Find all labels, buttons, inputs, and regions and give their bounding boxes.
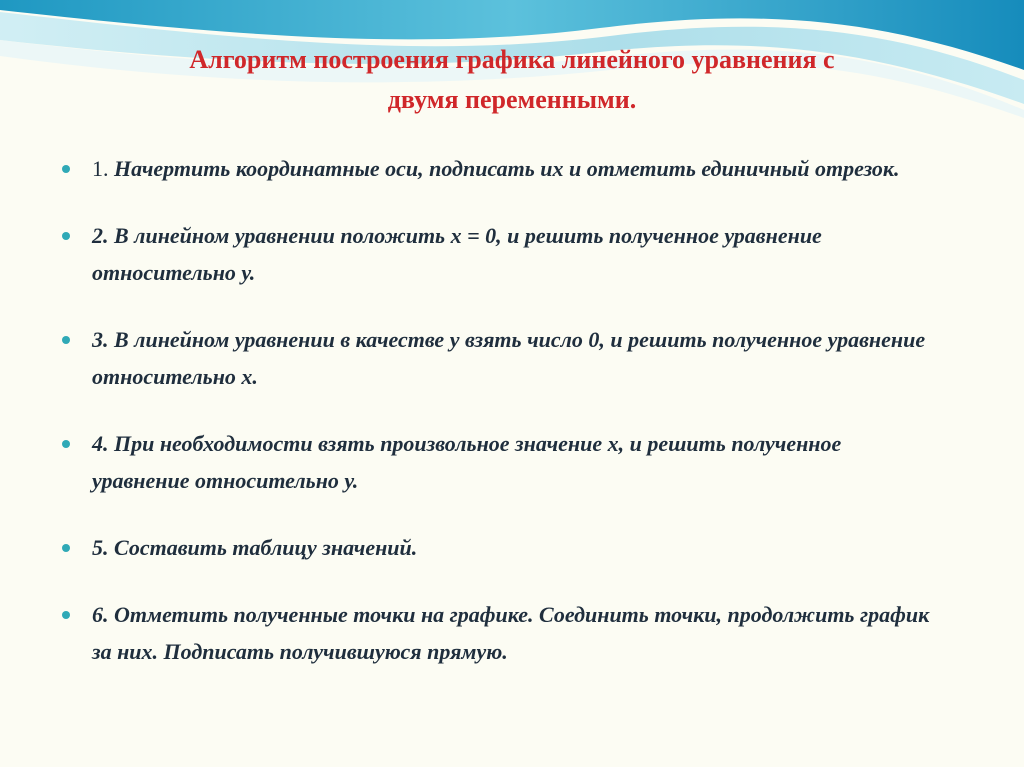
algorithm-step-5	[60, 529, 940, 566]
bullet-icon	[62, 336, 70, 344]
step-text: Начертить координатные оси, подписать их и отметить единичный отрезок.	[108, 156, 900, 181]
step-number: 1.	[92, 156, 109, 181]
algorithm-step-3	[60, 321, 940, 395]
algorithm-step-4	[60, 425, 940, 499]
step-text: 5. Составить таблицу значений.	[92, 535, 418, 560]
algorithm-step-6	[60, 596, 940, 670]
slide-title	[60, 40, 964, 120]
bullet-icon	[62, 165, 70, 173]
slide-title-line-1: Алгоритм построения графика линейного уравнения с	[189, 45, 835, 74]
bullet-icon	[62, 440, 70, 448]
slide-title-line-2: двумя переменными.	[387, 85, 637, 114]
step-text: 2. В линейном уравнении положить х = 0, и решить полученное уравнение относительно у.	[92, 223, 822, 285]
step-text: 6. Отметить полученные точки на графике. Соединить точки, продолжить график за них. Подписать получившуюся прямую.	[92, 602, 930, 664]
bullet-icon	[62, 611, 70, 619]
algorithm-steps-list	[60, 150, 940, 700]
step-text: 4. При необходимости взять произвольное значение х, и решить полученное уравнение относительно у.	[92, 431, 842, 493]
bullet-icon	[62, 544, 70, 552]
algorithm-step-2	[60, 217, 940, 291]
bullet-icon	[62, 232, 70, 240]
step-text: 3. В линейном уравнении в качестве у взять число 0, и решить полученное уравнение относительно х.	[92, 327, 926, 389]
algorithm-step-1	[60, 150, 940, 187]
